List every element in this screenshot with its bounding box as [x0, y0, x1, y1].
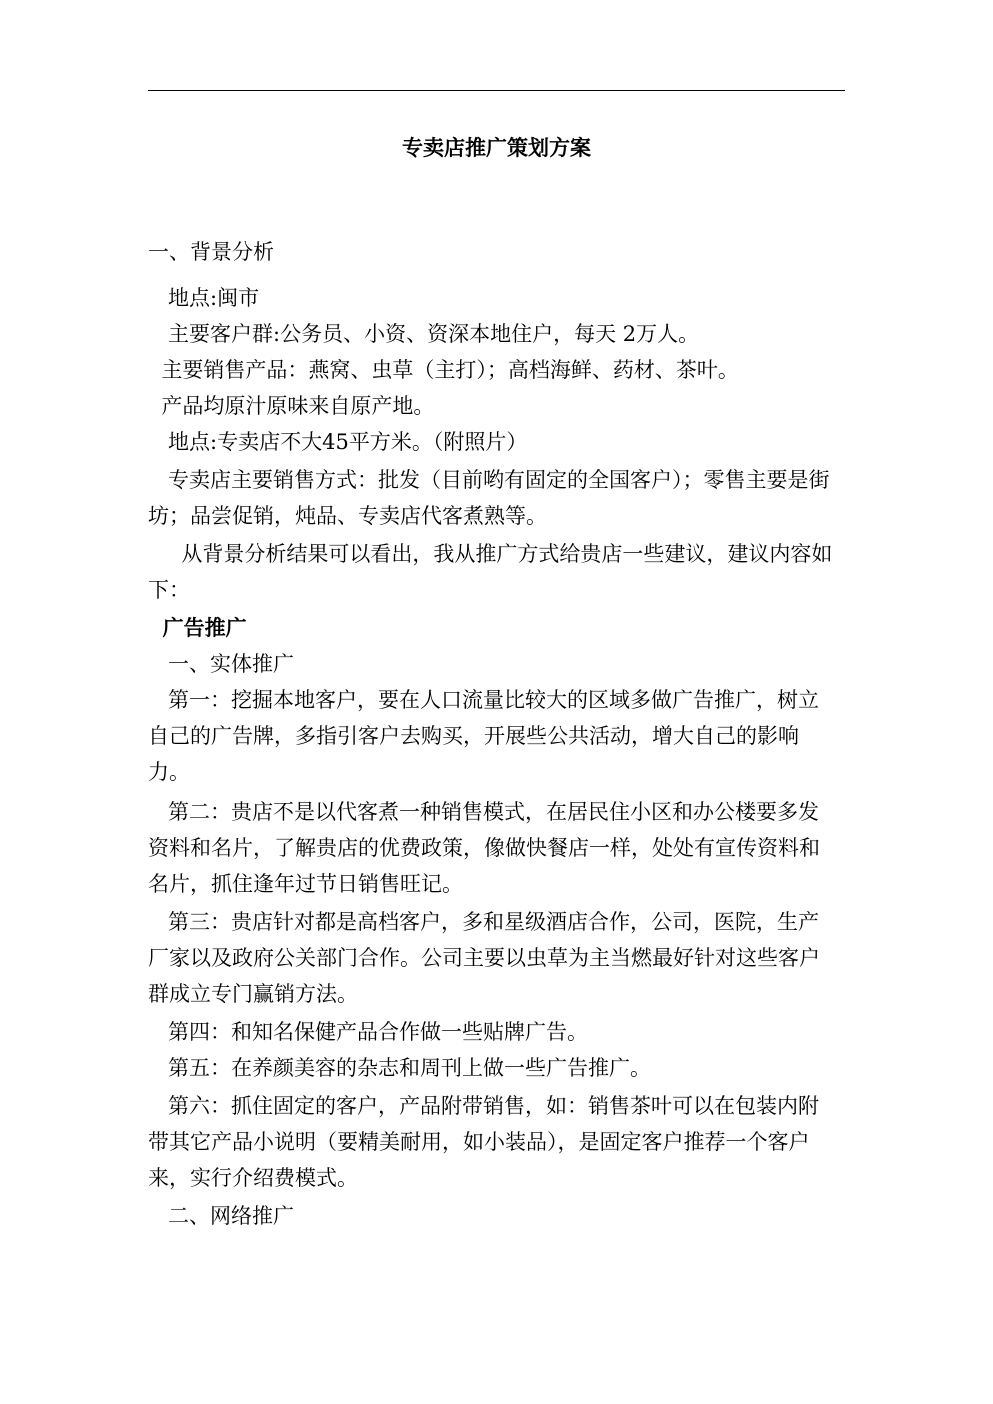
document-title: 专卖店推广策划方案: [402, 135, 591, 160]
section-heading-advertising: 广告推广: [148, 615, 247, 640]
paragraph-item-6: 第六：抓住固定的客户，产品附带销售，如：销售茶叶可以在包装内附带其它产品小说明（要精美耐用，如小装品），是固定客户推荐一个客户来，实行介绍费模式。: [148, 1094, 820, 1190]
paragraph-location: 地点:闽市: [148, 286, 260, 310]
subsection-heading-online: 二、网络推广: [148, 1204, 295, 1228]
header-rule: [148, 90, 845, 91]
paragraph-item-2: 第二：贵店不是以代客煮一种销售模式，在居民住小区和办公楼要多发资料和名片，了解贵店的优费政策，像做快餐店一样，处处有宣传资料和名片，抓住逢年过节日销售旺记。: [148, 800, 820, 896]
subsection-heading-physical: 一、实体推广: [148, 652, 295, 676]
section-heading-background: 一、背景分析: [148, 240, 274, 264]
paragraph-item-1: 第一：挖掘本地客户，要在人口流量比较大的区域多做广告推广，树立自己的广告牌，多指引客户去购买，开展些公共活动，增大自己的影响力。: [148, 688, 820, 784]
paragraph-store-size: 地点:专卖店不大45平方米。（附照片）: [148, 430, 528, 454]
paragraph-item-4: 第四：和知名保健产品合作做一些贴牌广告。: [148, 1020, 589, 1044]
paragraph-item-3: 第三：贵店针对都是高档客户，多和星级酒店合作，公司，医院，生产厂家以及政府公关部门合作。公司主要以虫草为主当燃最好针对这些客户群成立专门赢销方法。: [148, 910, 820, 1006]
paragraph-main-products: 主要销售产品：燕窝、虫草（主打）；高档海鲜、药材、茶叶。: [148, 358, 739, 382]
paragraph-analysis-conclusion: 从背景分析结果可以看出，我从推广方式给贵店一些建议，建议内容如下：: [148, 542, 833, 602]
paragraph-sales-methods: 专卖店主要销售方式：批发（目前哟有固定的全国客户）；零售主要是街坊；品尝促销，炖品、专卖店代客煮熟等。: [148, 468, 830, 528]
paragraph-product-origin: 产品均原汁原味来自原产地。: [148, 394, 435, 418]
paragraph-main-customers: 主要客户群:公务员、小资、资深本地住户，每天 2万人。: [148, 322, 700, 346]
paragraph-item-5: 第五：在养颜美容的杂志和周刊上做一些广告推广。: [148, 1056, 652, 1080]
